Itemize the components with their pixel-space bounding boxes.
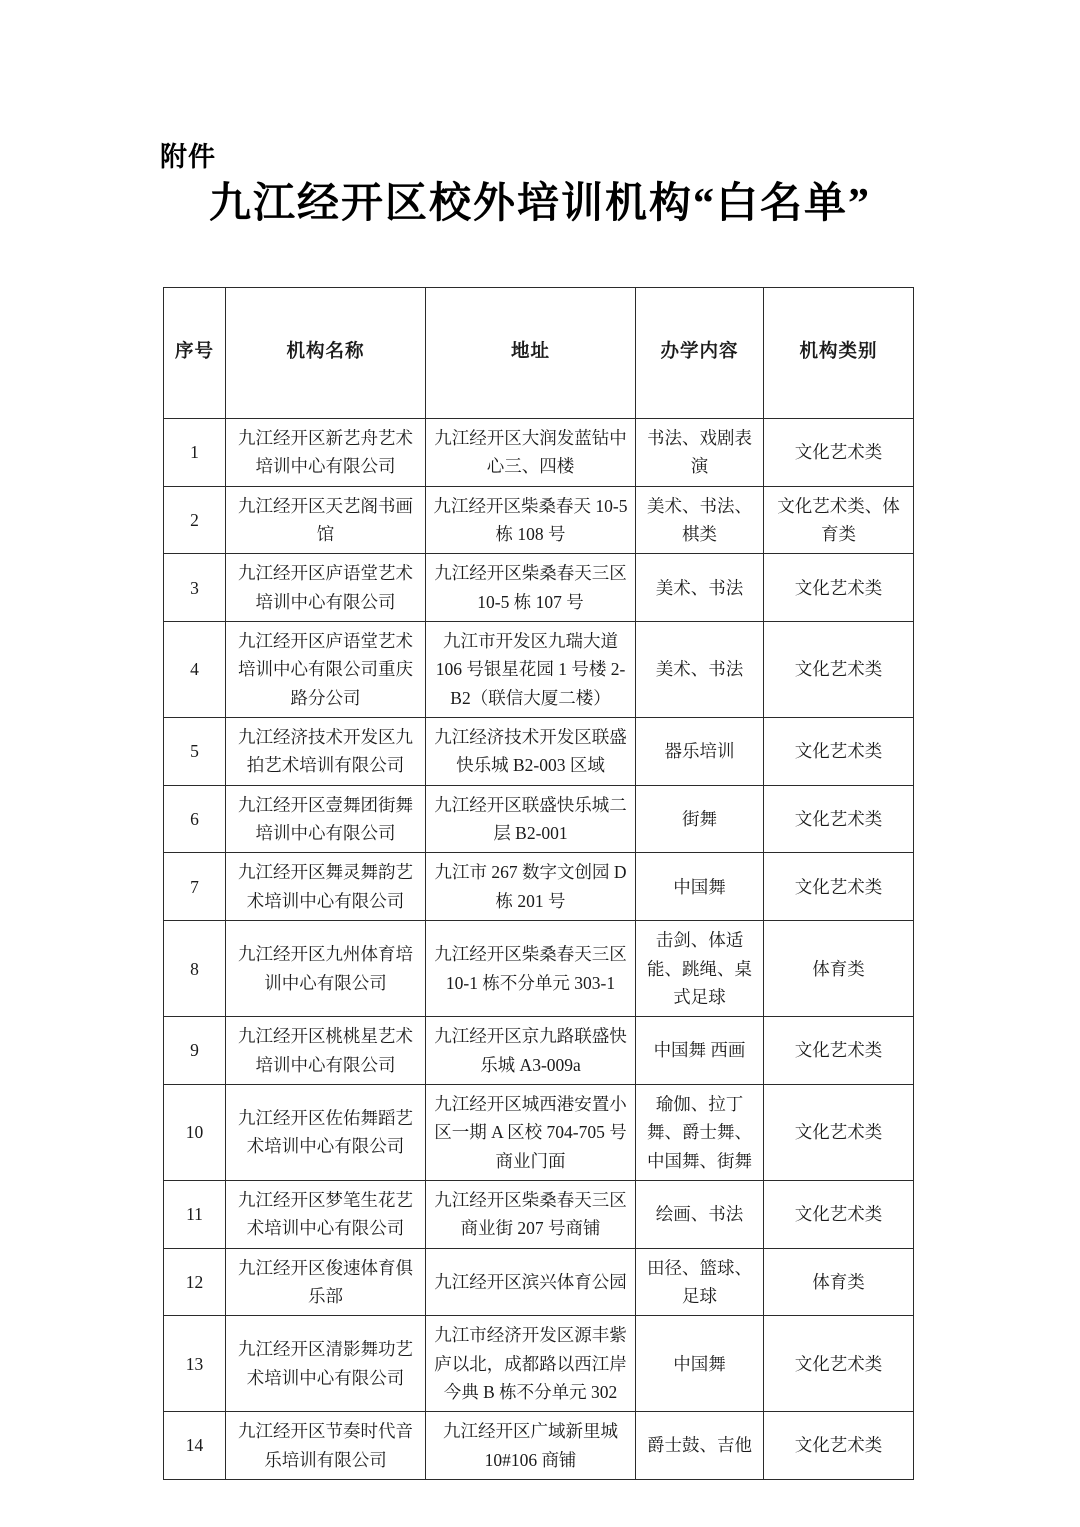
cell-category: 文化艺术类 [764, 1017, 914, 1085]
cell-content: 美术、书法、棋类 [636, 486, 764, 554]
column-header-address: 地址 [426, 288, 636, 419]
cell-institution-name: 九江经开区壹舞团街舞培训中心有限公司 [226, 785, 426, 853]
table-row [164, 785, 914, 853]
table-header-row [164, 288, 914, 419]
cell-institution-name: 九江经开区天艺阁书画馆 [226, 486, 426, 554]
cell-index: 13 [164, 1316, 226, 1412]
cell-address: 九江经开区柴桑春天 10-5 栋 108 号 [426, 486, 636, 554]
cell-category: 文化艺术类 [764, 853, 914, 921]
cell-address: 九江经开区柴桑春天三区 10-1 栋不分单元 303-1 [426, 921, 636, 1017]
table-row [164, 1084, 914, 1180]
cell-institution-name: 九江经开区俊速体育俱乐部 [226, 1248, 426, 1316]
column-header-name: 机构名称 [226, 288, 426, 419]
cell-institution-name: 九江经开区节奏时代音乐培训有限公司 [226, 1412, 426, 1480]
cell-content: 爵士鼓、吉他 [636, 1412, 764, 1480]
column-header-category: 机构类别 [764, 288, 914, 419]
cell-index: 3 [164, 554, 226, 622]
whitelist-table-container [163, 287, 913, 1480]
column-header-content: 办学内容 [636, 288, 764, 419]
cell-category: 文化艺术类 [764, 419, 914, 487]
cell-address: 九江市开发区九瑞大道 106 号银星花园 1 号楼 2-B2（联信大厦二楼） [426, 622, 636, 718]
cell-category: 文化艺术类 [764, 718, 914, 786]
cell-category: 体育类 [764, 1248, 914, 1316]
table-row [164, 1017, 914, 1085]
cell-institution-name: 九江经济技术开发区九拍艺术培训有限公司 [226, 718, 426, 786]
cell-index: 9 [164, 1017, 226, 1085]
cell-index: 11 [164, 1180, 226, 1248]
cell-content: 美术、书法 [636, 554, 764, 622]
cell-content: 中国舞 西画 [636, 1017, 764, 1085]
cell-content: 中国舞 [636, 1316, 764, 1412]
cell-institution-name: 九江经开区庐语堂艺术培训中心有限公司 [226, 554, 426, 622]
cell-address: 九江经开区京九路联盛快乐城 A3-009a [426, 1017, 636, 1085]
cell-content: 器乐培训 [636, 718, 764, 786]
cell-index: 12 [164, 1248, 226, 1316]
attachment-label: 附件 [160, 142, 216, 172]
table-row [164, 718, 914, 786]
table-row [164, 1412, 914, 1480]
whitelist-table [163, 287, 914, 1480]
cell-content: 瑜伽、拉丁舞、爵士舞、中国舞、街舞 [636, 1084, 764, 1180]
cell-category: 文化艺术类 [764, 785, 914, 853]
cell-address: 九江经开区城西港安置小区一期 A 区校 704-705 号商业门面 [426, 1084, 636, 1180]
cell-category: 体育类 [764, 921, 914, 1017]
cell-content: 田径、篮球、足球 [636, 1248, 764, 1316]
cell-institution-name: 九江经开区新艺舟艺术培训中心有限公司 [226, 419, 426, 487]
table-row [164, 1248, 914, 1316]
table-row [164, 486, 914, 554]
cell-index: 4 [164, 622, 226, 718]
page-title: 九江经开区校外培训机构“白名单” [208, 181, 871, 227]
table-row [164, 853, 914, 921]
table-row [164, 1180, 914, 1248]
table-header [164, 288, 914, 419]
cell-institution-name: 九江经开区桃桃星艺术培训中心有限公司 [226, 1017, 426, 1085]
cell-content: 中国舞 [636, 853, 764, 921]
cell-content: 击剑、体适能、跳绳、桌式足球 [636, 921, 764, 1017]
cell-index: 5 [164, 718, 226, 786]
cell-institution-name: 九江经开区舞灵舞韵艺术培训中心有限公司 [226, 853, 426, 921]
cell-address: 九江经济技术开发区联盛快乐城 B2-003 区域 [426, 718, 636, 786]
cell-category: 文化艺术类 [764, 1316, 914, 1412]
cell-address: 九江市经济开发区源丰紫庐以北，成都路以西江岸今典 B 栋不分单元 302 [426, 1316, 636, 1412]
table-row [164, 419, 914, 487]
cell-address: 九江经开区联盛快乐城二层 B2-001 [426, 785, 636, 853]
table-row [164, 622, 914, 718]
cell-index: 10 [164, 1084, 226, 1180]
cell-institution-name: 九江经开区清影舞功艺术培训中心有限公司 [226, 1316, 426, 1412]
cell-content: 书法、戏剧表演 [636, 419, 764, 487]
cell-address: 九江经开区大润发蓝钻中心三、四楼 [426, 419, 636, 487]
cell-index: 8 [164, 921, 226, 1017]
cell-content: 绘画、书法 [636, 1180, 764, 1248]
table-row [164, 1316, 914, 1412]
cell-index: 7 [164, 853, 226, 921]
cell-category: 文化艺术类 [764, 1084, 914, 1180]
table-row [164, 554, 914, 622]
cell-category: 文化艺术类 [764, 1180, 914, 1248]
cell-content: 街舞 [636, 785, 764, 853]
cell-index: 6 [164, 785, 226, 853]
cell-address: 九江经开区滨兴体育公园 [426, 1248, 636, 1316]
column-header-index: 序号 [164, 288, 226, 419]
cell-index: 1 [164, 419, 226, 487]
cell-category: 文化艺术类 [764, 554, 914, 622]
cell-address: 九江经开区柴桑春天三区 10-5 栋 107 号 [426, 554, 636, 622]
cell-address: 九江经开区广域新里城 10#106 商铺 [426, 1412, 636, 1480]
cell-institution-name: 九江经开区庐语堂艺术培训中心有限公司重庆路分公司 [226, 622, 426, 718]
cell-institution-name: 九江经开区梦笔生花艺术培训中心有限公司 [226, 1180, 426, 1248]
cell-category: 文化艺术类 [764, 622, 914, 718]
cell-address: 九江市 267 数字文创园 D 栋 201 号 [426, 853, 636, 921]
table-body [164, 419, 914, 1480]
cell-institution-name: 九江经开区九州体育培训中心有限公司 [226, 921, 426, 1017]
table-row [164, 921, 914, 1017]
cell-index: 14 [164, 1412, 226, 1480]
cell-category: 文化艺术类、体育类 [764, 486, 914, 554]
cell-index: 2 [164, 486, 226, 554]
cell-institution-name: 九江经开区佐佑舞蹈艺术培训中心有限公司 [226, 1084, 426, 1180]
cell-category: 文化艺术类 [764, 1412, 914, 1480]
cell-address: 九江经开区柴桑春天三区商业街 207 号商铺 [426, 1180, 636, 1248]
cell-content: 美术、书法 [636, 622, 764, 718]
